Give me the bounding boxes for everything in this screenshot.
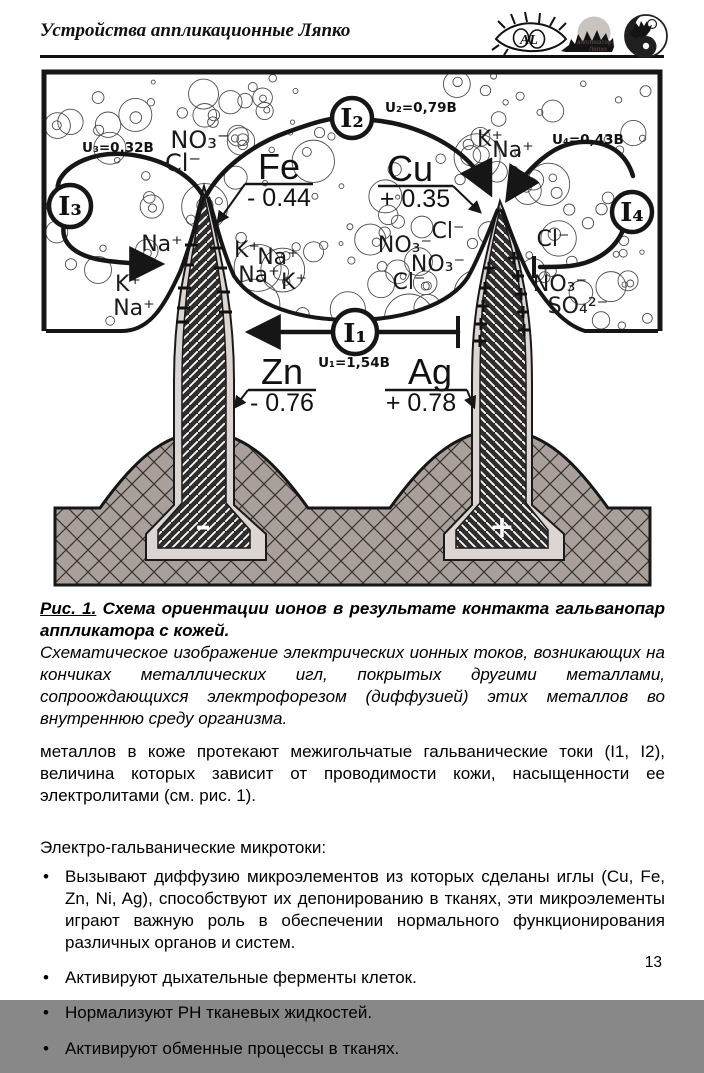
eye-al-logo [492, 12, 566, 55]
current-label-i1: I₁ [343, 319, 367, 349]
applicator-base [55, 430, 650, 585]
bullet-text: Активируют дыхательные ферменты клеток. [65, 968, 417, 988]
ion-label: Na⁺ [238, 263, 280, 288]
logo-row [492, 12, 667, 57]
ion-label: Na⁺ [257, 245, 299, 270]
applicator-logo-text-line2: Ляпко [589, 47, 607, 53]
current-loop-i2 [206, 98, 489, 196]
negative-electrode-sign: – [195, 509, 211, 544]
bullet-item [40, 1038, 665, 1060]
bullet-marker: • [43, 968, 49, 988]
metal-label-fe [218, 146, 313, 222]
metal-potential-ag: + 0.78 [385, 389, 457, 417]
ion-label: Na⁺ [141, 232, 183, 257]
ion-label: Cl⁻ [392, 270, 426, 295]
ion-label: K⁺ [233, 238, 261, 263]
figure-caption-title: Схема ориентации ионов в результате контакта гальванопар аппликатора с кожей. [40, 599, 665, 641]
metal-potential-zn: - 0.76 [250, 389, 314, 417]
ion-label: Na⁺ [113, 296, 155, 321]
bullet-text: Вызывают диффузию микроэлементов из которых сделаны иглы (Cu, Fe, Zn, Ni, Ag), способствуют их депонированию в тканях, эти микроэлементы играют важную роль в обеспечении нормального функционирования различных органов и систем. [65, 866, 665, 953]
body-paragraph: металлов в коже протекают межигольчатые гальванические токи (I1, I2), величина которых зависит от проводимости кожи, насыщенности ее электролитами (см. рис. 1). [40, 741, 665, 805]
ion-label: Cl⁻ [164, 149, 202, 177]
bullet-text: Нормализуют РН тканевых жидкостей. [65, 1003, 373, 1023]
metal-symbol-fe: Fe [257, 146, 301, 187]
voltage-label-u1: U₁=1,54В [318, 355, 390, 371]
text-column [40, 598, 665, 1073]
metal-symbol-cu: Cu [386, 148, 434, 189]
bullet-list [40, 866, 665, 1060]
positive-electrode-sign: + [489, 510, 515, 545]
ion-label: Na⁺ [492, 138, 534, 163]
ion-label: NO₃⁻ [377, 233, 433, 258]
page-header-title: Устройства аппликационные Ляпко [40, 20, 351, 41]
voltage-label-u4: U₄=0,43В [552, 132, 624, 148]
metal-symbol-ag: Ag [407, 351, 453, 392]
current-label-i4: I₄ [620, 198, 644, 228]
bullet-item [40, 866, 665, 954]
applicator-logo-text-line1: аппликатор [577, 40, 612, 46]
eye-logo-monogram: AL [520, 33, 538, 48]
metal-label-ag [385, 351, 474, 417]
voltage-label-u2: U₂=0,79В [385, 100, 457, 116]
metal-symbol-zn: Zn [260, 351, 304, 392]
bullet-text: Активируют обменные процессы в тканях. [65, 1038, 400, 1058]
figure-caption-description: Схематическое изображение электрических ионных токов, возникающих на кончиках металлических игл, покрытых другими металлами, сопроождающихся электрофорезом (диффузией) этих металлов во внутреннюю среду организма. [40, 643, 665, 729]
bullet-marker: • [43, 1038, 49, 1058]
ion-label: Cl⁻ [431, 219, 465, 244]
current-label-i3: I₃ [58, 192, 82, 222]
bullet-item [40, 1002, 665, 1024]
metal-label-zn [235, 351, 316, 417]
voltage-label-u3: U₃=0,32В [82, 140, 154, 156]
bullet-list-intro: Электро-гальванические микротоки: [40, 837, 327, 857]
ion-label: Cl⁻ [536, 227, 570, 252]
ion-label: NO₃⁻ [170, 126, 230, 154]
metal-potential-fe: - 0.44 [247, 184, 311, 212]
bullet-item [40, 967, 665, 989]
metal-potential-cu: + 0.35 [379, 185, 451, 213]
page-number: 13 [644, 954, 662, 971]
bullet-marker: • [43, 866, 49, 886]
ion-label: NO₃⁻ [410, 252, 466, 277]
ion-label: K⁺ [476, 127, 504, 152]
bullet-marker: • [43, 1003, 49, 1023]
ion-label: K⁺ [114, 272, 142, 297]
ion-label: SO₄²⁻ [547, 294, 609, 319]
current-label-i2: I₂ [340, 104, 364, 134]
ion-label: NO₃⁻ [532, 272, 588, 297]
ion-label: K⁺ [280, 270, 308, 295]
figure-caption-label: Рис. 1. [40, 599, 97, 618]
figure-caption [40, 598, 665, 642]
